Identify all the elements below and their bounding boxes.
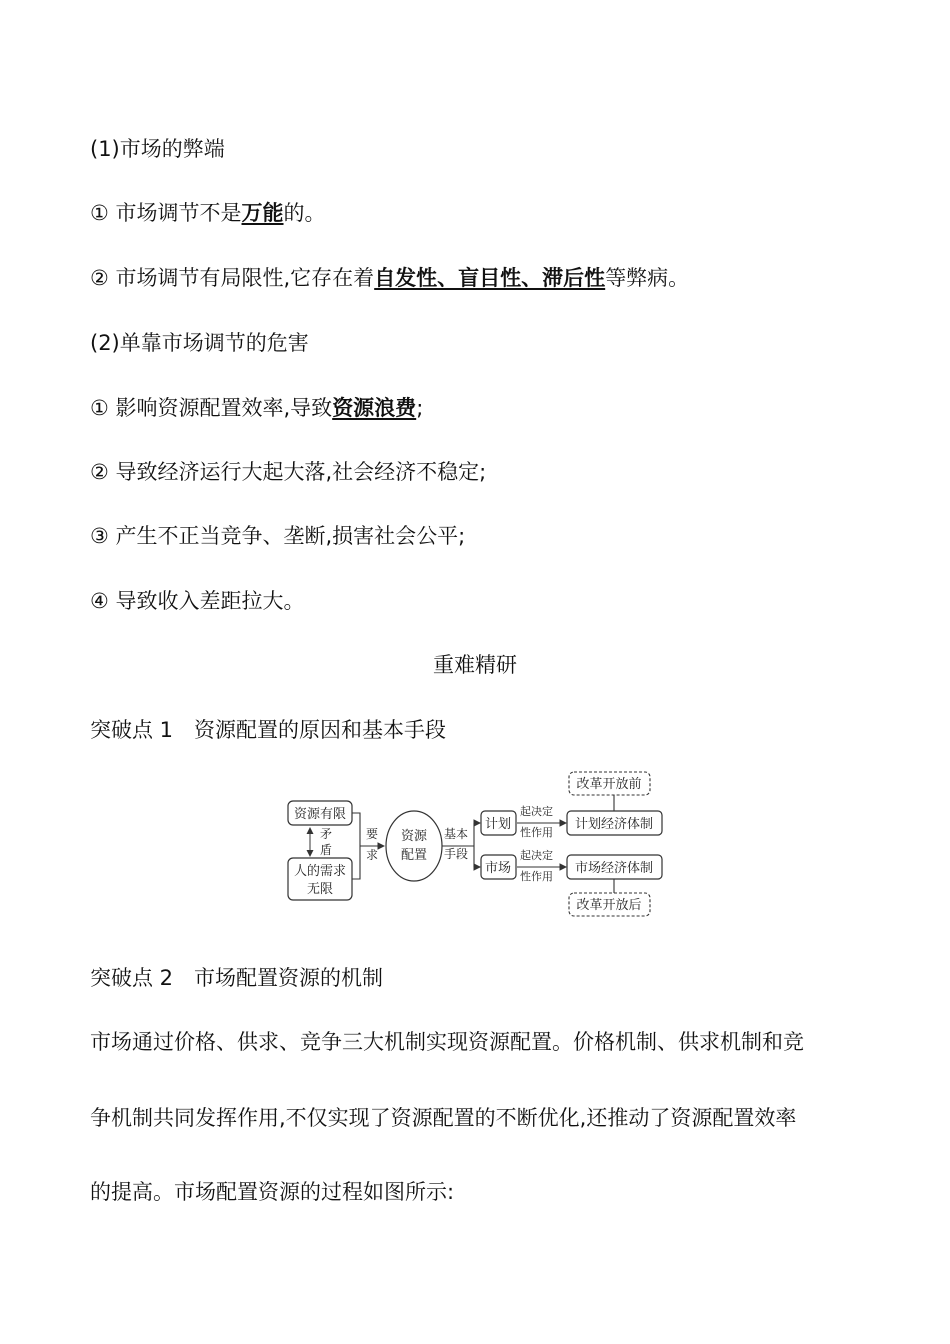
market-label: 市场 — [484, 861, 512, 876]
section2-item3: ③ 产生不正当竞争、垄断,损害社会公平; — [90, 524, 466, 548]
allocation-label-2: 配置 — [400, 848, 428, 863]
market-decisive-label-1: 起决定 — [520, 849, 553, 862]
section1-item1 — [90, 198, 326, 228]
human-needs-label-1: 人的需求 — [293, 864, 347, 879]
basic-means-label-1: 基本 — [444, 827, 469, 841]
planned-economy-label: 计划经济体制 — [574, 817, 654, 832]
contradiction-label-1: 矛 — [320, 827, 333, 841]
point2-title: 突破点 2 市场配置资源的机制 — [90, 966, 384, 990]
item-suffix: 等弊病。 — [605, 266, 690, 290]
allocation-label-1: 资源 — [400, 829, 428, 844]
require-label-2: 求 — [366, 848, 379, 862]
point2-paragraph-line2: 争机制共同发挥作用,不仅实现了资源配置的不断优化,还推动了资源配置效率 — [90, 1106, 797, 1130]
market-economy-label: 市场经济体制 — [574, 861, 654, 876]
plan-decisive-label-1: 起决定 — [520, 805, 553, 818]
human-needs-label-2: 无限 — [306, 882, 334, 897]
limited-resources-label: 资源有限 — [293, 807, 347, 822]
item-prefix: ① 影响资源配置效率,导致 — [90, 396, 333, 420]
after-reform-label: 改革开放后 — [576, 898, 642, 913]
require-label-1: 要 — [366, 827, 379, 841]
section2-heading: (2)单靠市场调节的危害 — [90, 331, 309, 355]
item-suffix: ; — [416, 396, 424, 420]
item-suffix: 的。 — [283, 201, 326, 225]
emphasis-text: 自发性、盲目性、滞后性 — [374, 266, 606, 290]
contradiction-label-2: 盾 — [320, 843, 333, 857]
item-prefix: ② 市场调节有局限性,它存在着 — [90, 266, 375, 290]
basic-means-label-2: 手段 — [444, 847, 469, 861]
point1-title: 突破点 1 资源配置的原因和基本手段 — [90, 718, 447, 742]
before-reform-label: 改革开放前 — [576, 777, 642, 792]
require-bracket — [352, 813, 360, 879]
point2-paragraph-line1: 市场通过价格、供求、竞争三大机制实现资源配置。价格机制、供求机制和竞 — [90, 1030, 804, 1054]
section2-item4: ④ 导致收入差距拉大。 — [90, 589, 305, 613]
item-prefix: ① 市场调节不是 — [90, 201, 242, 225]
study-title: 重难精研 — [433, 653, 517, 677]
section2-item1 — [90, 393, 423, 423]
section1-heading: (1)市场的弊端 — [90, 137, 225, 161]
emphasis-text: 万能 — [241, 201, 284, 225]
plan-decisive-label-2: 性作用 — [520, 826, 553, 839]
market-decisive-label-2: 性作用 — [520, 870, 553, 883]
resource-allocation-ellipse — [386, 811, 442, 881]
emphasis-text: 资源浪费 — [332, 396, 417, 420]
plan-label: 计划 — [484, 817, 512, 832]
resource-allocation-diagram — [280, 768, 680, 923]
section1-item2 — [90, 263, 689, 293]
point2-paragraph-line3: 的提高。市场配置资源的过程如图所示: — [90, 1180, 455, 1204]
section2-item2: ② 导致经济运行大起大落,社会经济不稳定; — [90, 460, 487, 484]
